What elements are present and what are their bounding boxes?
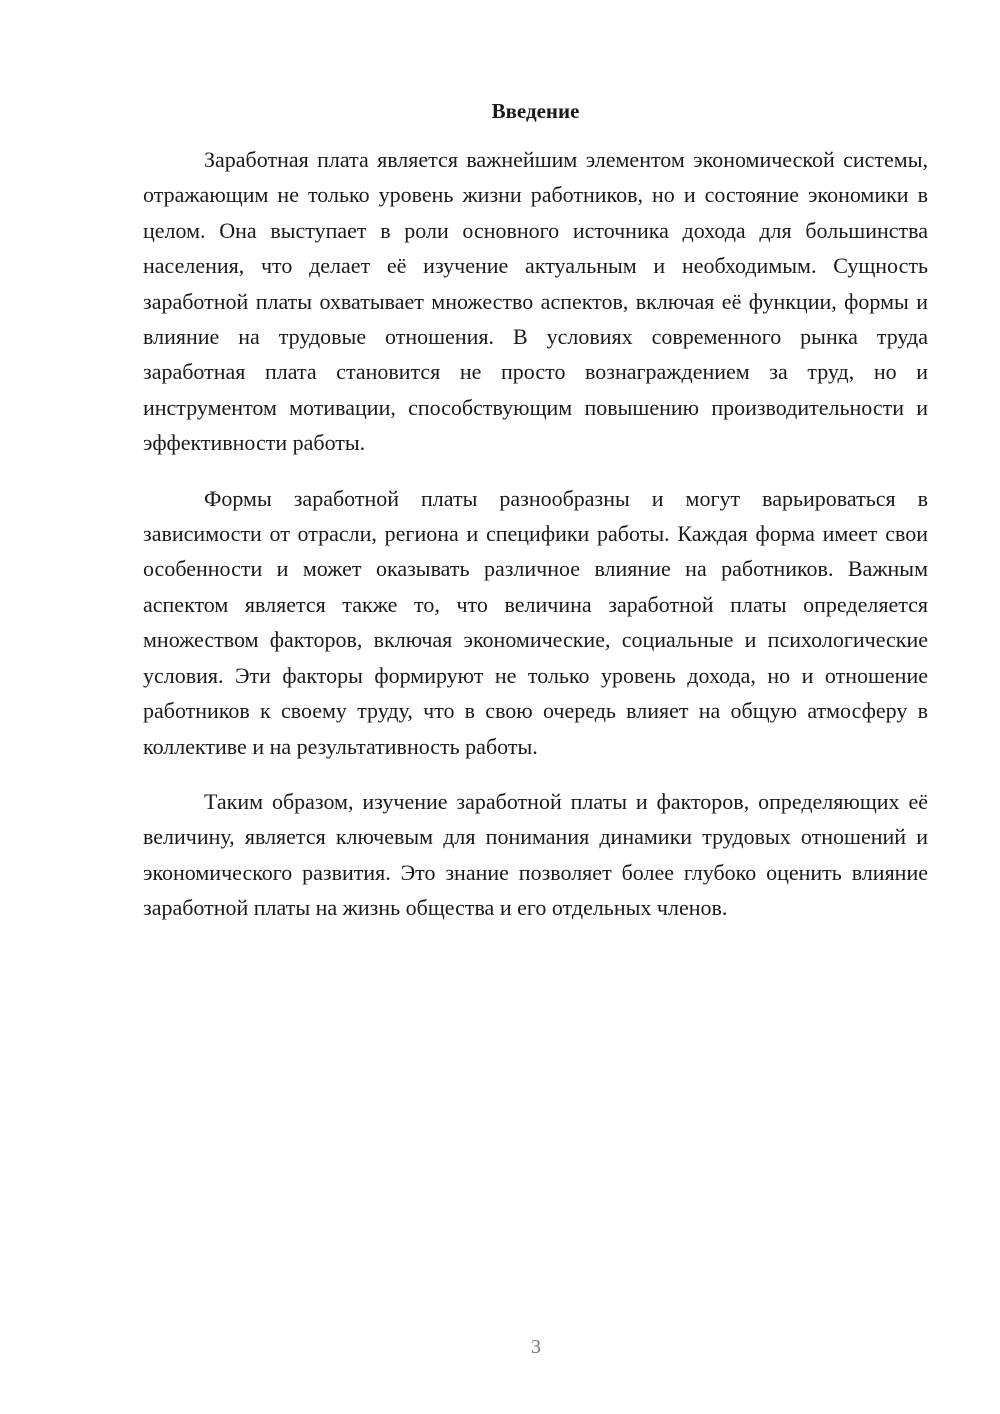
paragraph-1: Заработная плата является важнейшим элементом экономической системы, отражающим не только уровень жизни работников, но и состояние экономики в целом. Она выступает в роли основного источника дохода для большинства населения, что делает её изучение актуальным и необходимым. Сущность заработной платы охватывает множество аспектов, включая её функции, формы и влияние на трудовые отношения. В условиях современного рынка труда заработная плата становится не просто вознаграждением за труд, но и инструментом мотивации, способствующим повышению производительности и эффективности работы. xyxy=(143,147,928,456)
page-number: 3 xyxy=(531,1336,541,1358)
paragraph-2: Формы заработной платы разнообразны и могут варьироваться в зависимости от отрасли, региона и специфики работы. Каждая форма имеет свои особенности и может оказывать различное влияние на работников. Важным аспектом является также то, что величина заработной платы определяется множеством факторов, включая экономические, социальные и психологические условия. Эти факторы формируют не только уровень дохода, но и отношение работников к своему труду, что в свою очередь влияет на общую атмосферу в коллективе и на результативность работы. xyxy=(143,485,928,759)
body-text xyxy=(143,142,928,946)
paragraph-3: Таким образом, изучение заработной платы и факторов, определяющих её величину, является ключевым для понимания динамики трудовых отношений и экономического развития. Это знание позволяет более глубоко оценить влияние заработной платы на жизнь общества и его отдельных членов. xyxy=(143,788,928,921)
section-heading: Введение xyxy=(491,99,580,123)
